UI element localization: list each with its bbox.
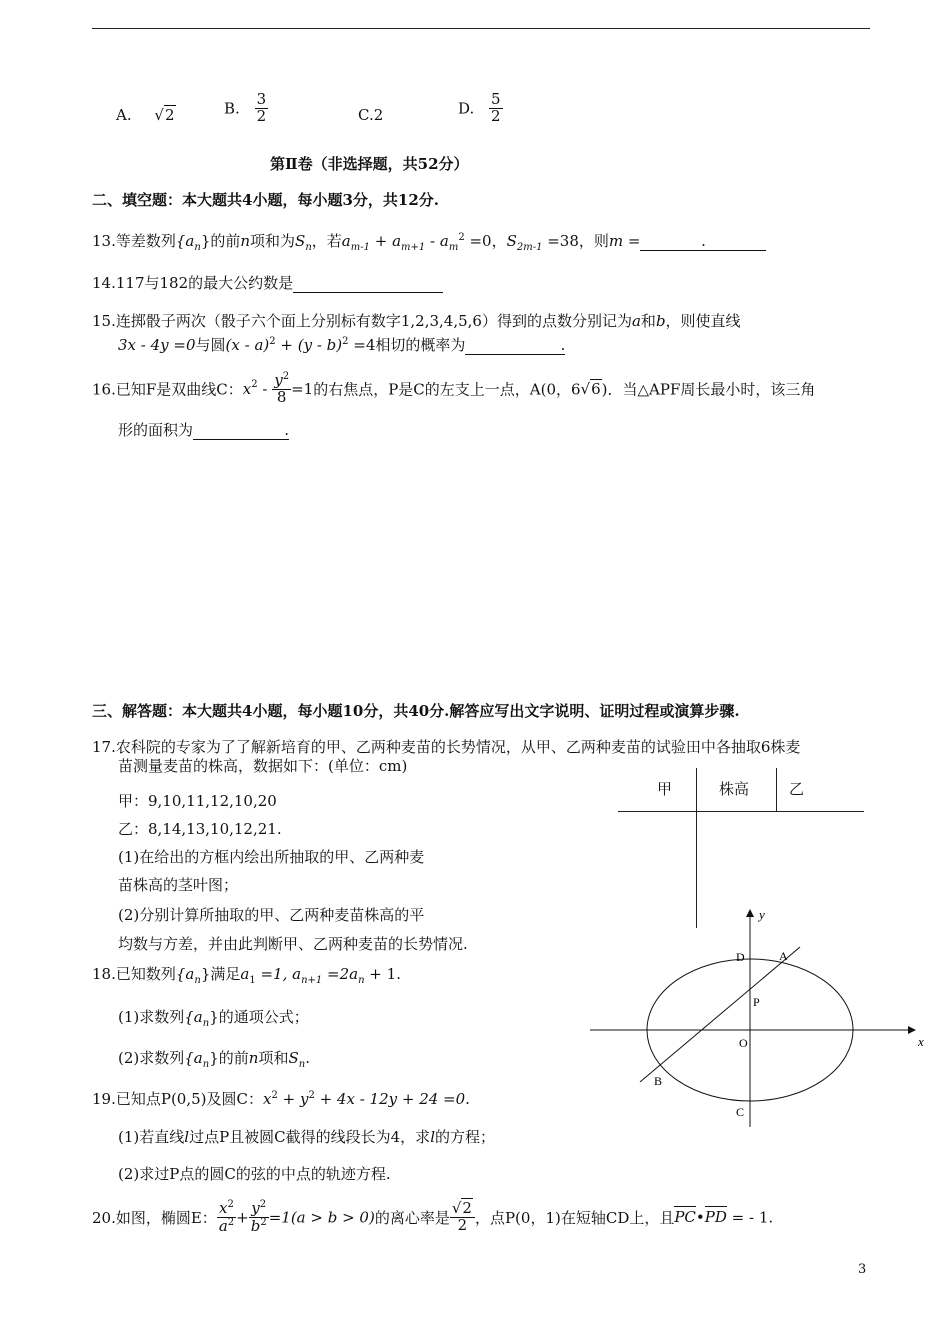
question-20: 20.如图，椭圆E： $\frac{x^2}{a^2}$ + $\frac{y^2}{b^2}$ =1(a > b > 0)的离心率是 $\frac{√2}{2}$ ，点P(0，1)在短轴CD上，且PC•PD = - 1.: [92, 1199, 774, 1235]
question-17-line2: 苗测量麦苗的株高，数据如下：(单位：cm): [118, 757, 408, 775]
label-x: x: [918, 1034, 924, 1049]
chord-ab: [640, 947, 800, 1082]
header-rule: [92, 28, 870, 29]
table-header-jia: 甲: [657, 780, 673, 798]
label-c: C: [736, 1105, 745, 1119]
section3-title: 三、解答题：本大题共4小题，每小题10分，共40分.解答应写出文字说明、证明过程或演算步骤.: [92, 702, 740, 720]
answer-blank-14: [293, 274, 443, 293]
stem-leaf-table: [618, 768, 864, 928]
table-header-zhugao: 株高: [719, 780, 750, 798]
question-18-part2: (2)求数列$\{a_n\}$的前n项和$S_n$.: [118, 1049, 310, 1070]
q17-part1-b: 苗株高的茎叶图；: [118, 876, 239, 894]
label-a: A: [779, 949, 788, 963]
question-18: 18.已知数列$\{a_n\}$满足$a_1 =1$, $a_{n+1} =2a_n + 1$.: [92, 965, 401, 986]
answer-blank-13: .: [640, 232, 766, 251]
question-19-part2: (2)求过P点的圆C的弦的中点的轨迹方程.: [118, 1165, 391, 1183]
label-d: D: [736, 950, 745, 964]
table-vline-right: [776, 768, 777, 811]
question-15-line2: 3x - 4y =0与圆(x - a)$^2$ + (y - b)$^2$ =4相切的概率为 .: [118, 336, 566, 354]
page-number: 3: [858, 1262, 867, 1277]
q17-part2-b: 均数与方差，并由此判断甲、乙两种麦苗的长势情况.: [118, 935, 468, 953]
label-o: O: [739, 1036, 748, 1050]
option-c: C.2: [358, 106, 384, 124]
q17-part1-a: (1)在给出的方框内绘出所抽取的甲、乙两种麦: [118, 848, 425, 866]
question-16-line2: 形的面积为 .: [118, 421, 290, 439]
label-b: B: [654, 1074, 663, 1088]
answer-blank-15: .: [465, 336, 565, 355]
answer-blank-16: .: [193, 421, 289, 440]
question-13: 13.等差数列$\{a_n\}$的前n项和为$S_n$，若$a_{m-1} + a_{m+1} - a_m^2 =0$，$S_{2m-1} =38$，则m = .: [92, 230, 766, 253]
table-vline-left: [696, 768, 697, 928]
question-18-part1: (1)求数列$\{a_n\}$的通项公式；: [118, 1008, 309, 1029]
question-15-line1: 15.连掷骰子两次（骰子六个面上分别标有数字1,2,3,4,5,6）得到的点数分别记为a和b，则使直线: [92, 312, 741, 330]
ellipse-figure: [585, 905, 935, 1135]
question-14: 14.117与182的最大公约数是: [92, 272, 443, 293]
label-p: P: [753, 995, 760, 1009]
table-hline: [618, 811, 864, 812]
label-y: y: [759, 907, 765, 922]
question-19: 19.已知点P(0,5)及圆C：$x^2 + y^2 + 4x - 12y + 24 =0$.: [92, 1090, 470, 1108]
option-d: D. $\frac{5}{2}$: [458, 90, 501, 125]
question-16-line1: 16.已知F是双曲线C：$x^2$ - $\frac{y^2}{8}$ =1的右焦点，P是C的左支上一点，A(0，6√6)．当△APF周长最小时，该三角: [92, 371, 816, 406]
q17-part2-a: (2)分别计算所抽取的甲、乙两种麦苗株高的平: [118, 906, 425, 924]
part2-title: 第Ⅱ卷（非选择题，共52分）: [270, 155, 469, 173]
section2-title: 二、填空题：本大题共4小题，每小题3分，共12分.: [92, 191, 439, 209]
option-b: B. $\frac{3}{2}$: [224, 90, 267, 125]
table-header-yi: 乙: [789, 780, 805, 798]
data-jia: 甲：9,10,11,12,10,20: [118, 792, 277, 810]
question-17-line1: 17.农科院的专家为了了解新培育的甲、乙两种麦苗的长势情况，从甲、乙两种麦苗的试验田中各抽取6株麦: [92, 738, 801, 756]
option-a: A. √2: [116, 106, 175, 124]
question-19-part1: (1)若直线l过点P且被圆C截得的线段长为4，求l的方程；: [118, 1128, 496, 1146]
data-yi: 乙：8,14,13,10,12,21.: [118, 820, 282, 838]
